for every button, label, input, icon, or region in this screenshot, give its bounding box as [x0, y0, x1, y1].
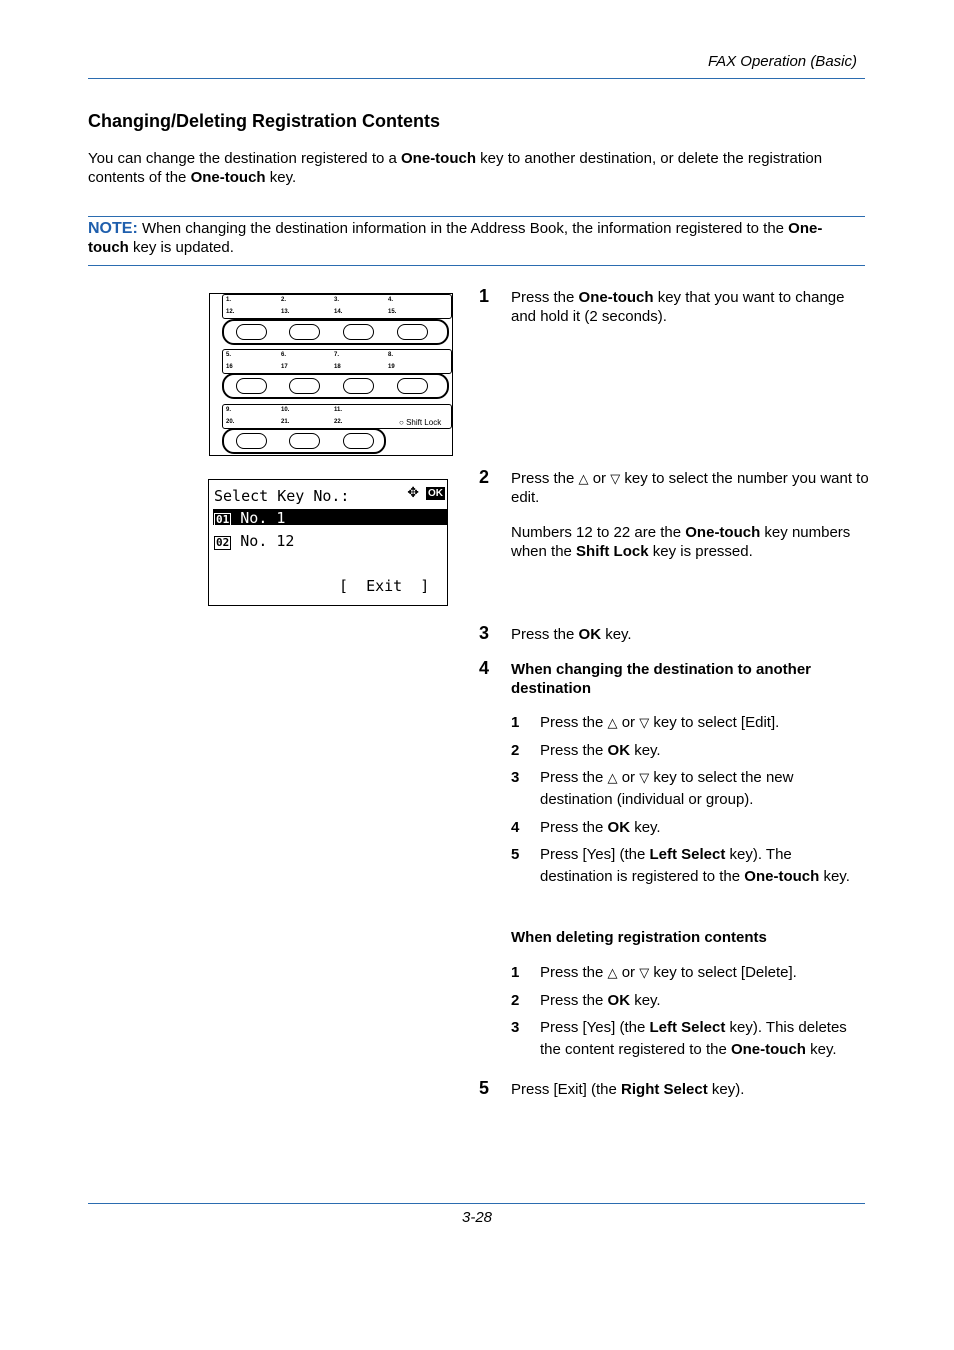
text: key.: [805, 1041, 837, 1058]
keypad-label-strip: [222, 294, 452, 319]
substep-text: [540, 844, 850, 888]
lcd-item: [214, 532, 294, 550]
text: Press the: [511, 470, 579, 487]
bold-text: One-touch: [730, 1041, 806, 1058]
text: key numbers when the: [511, 524, 851, 560]
substep-number: 3: [511, 1019, 520, 1036]
note-text: When changing the destination information in the Address Book, the information registered to the: [137, 220, 789, 237]
step-number: 4: [479, 658, 490, 678]
substep-number: 1: [511, 964, 520, 981]
text: key to select the new destination (individual or group).: [540, 769, 794, 808]
substep-number: 3: [511, 769, 520, 786]
key-number: 10.: [281, 407, 290, 413]
bold-text: One-touch: [578, 289, 654, 306]
one-touch-key-row: [222, 428, 386, 454]
running-header: FAX Operation (Basic): [708, 53, 857, 70]
substep-number: 2: [511, 992, 520, 1009]
text: key.: [819, 868, 850, 885]
step-heading: When changing the destination to another destination: [511, 661, 811, 697]
intro-text: key.: [265, 169, 297, 186]
text: Press the: [540, 742, 608, 759]
one-touch-key: [343, 433, 374, 449]
up-triangle-icon: △: [607, 770, 618, 785]
subsection-heading: When deleting registration contents: [511, 929, 767, 946]
one-touch-key: [289, 378, 320, 394]
key-number: 17: [281, 364, 288, 370]
lcd-screen-illustration: [208, 479, 448, 606]
intro-text: key to another destination, or delete the registration contents of the: [88, 150, 823, 186]
step-number: 1: [479, 286, 490, 306]
section-title: Changing/Deleting Registration Contents: [88, 111, 441, 131]
text: Press [Yes] (the: [540, 1019, 650, 1036]
text: key.: [630, 742, 661, 759]
bold-text: OK: [607, 742, 631, 759]
key-number: 8.: [388, 352, 394, 358]
step-text: [511, 288, 871, 326]
note-box: [88, 219, 858, 257]
note-text: key is updated.: [128, 239, 234, 256]
one-touch-key: [397, 378, 428, 394]
bold-text: OK: [607, 992, 631, 1009]
key-number: 16: [226, 364, 233, 370]
substep-number: 4: [511, 819, 520, 836]
one-touch-keypad-illustration: [209, 293, 453, 456]
text: key to select the number you want to edit.: [511, 470, 869, 506]
ok-icon: OK: [428, 488, 443, 499]
note-label: NOTE:: [88, 220, 138, 237]
down-triangle-icon: ▽: [639, 715, 650, 730]
lcd-item-label: No. 1: [231, 509, 286, 527]
one-touch-key-row: [222, 373, 449, 399]
key-number: 11.: [334, 407, 343, 413]
intro-paragraph: [88, 149, 868, 187]
note-bold: One-touch: [88, 220, 823, 256]
bold-text: One-touch: [685, 524, 761, 541]
key-number: 13.: [281, 309, 290, 315]
substep-text: [540, 990, 870, 1012]
substep-number: 2: [511, 742, 520, 759]
text: Press the: [540, 819, 608, 836]
step-note: [511, 523, 871, 561]
up-down-arrow-icon: ✥: [407, 485, 419, 501]
text: key to select [Edit].: [649, 714, 780, 731]
note-rule-top: [88, 216, 865, 217]
key-number: 12.: [226, 309, 235, 315]
lcd-item-number: 01: [216, 513, 230, 526]
text: Press [Exit] (the: [511, 1081, 622, 1098]
step-number: 3: [479, 623, 490, 643]
step-number: 2: [479, 467, 490, 487]
down-triangle-icon: ▽: [639, 965, 650, 980]
step-text: [511, 625, 871, 644]
down-triangle-icon: ▽: [639, 770, 650, 785]
key-number: 20.: [226, 419, 235, 425]
substep-number: 1: [511, 714, 520, 731]
header-rule: [88, 78, 865, 79]
key-number: 15.: [388, 309, 397, 315]
one-touch-key: [236, 378, 267, 394]
lcd-item-selected: [214, 509, 285, 527]
up-triangle-icon: △: [578, 471, 589, 486]
text: or: [617, 964, 640, 981]
one-touch-key: [236, 324, 267, 340]
text: Press the: [540, 964, 608, 981]
footer-rule: [88, 1203, 865, 1204]
text: Numbers 12 to 22 are the: [511, 524, 686, 541]
key-number: 1.: [226, 297, 232, 303]
keypad-label-strip: [222, 404, 452, 429]
step-text: [511, 1080, 871, 1099]
intro-bold: One-touch: [190, 169, 266, 186]
intro-bold: One-touch: [401, 150, 477, 167]
text: Press the: [511, 289, 579, 306]
lcd-title: Select Key No.:: [214, 487, 350, 505]
key-number: 6.: [281, 352, 287, 358]
bold-text: Shift Lock: [576, 543, 649, 560]
key-number: 5.: [226, 352, 232, 358]
bold-text: One-touch: [744, 868, 820, 885]
text: Press the: [540, 992, 608, 1009]
key-number: 14.: [334, 309, 343, 315]
text: or: [588, 470, 611, 487]
one-touch-key: [397, 324, 428, 340]
text: key that you want to change and hold it (2 seconds).: [511, 289, 845, 325]
key-number: 18: [334, 364, 341, 370]
text: key). This deletes the content registered to the: [540, 1019, 847, 1058]
keypad-label-strip: [222, 349, 452, 374]
key-number: 19: [388, 364, 395, 370]
substep-number: 5: [511, 846, 520, 863]
one-touch-key: [343, 324, 374, 340]
substep-text: [540, 740, 870, 762]
bold-text: OK: [607, 819, 631, 836]
one-touch-key: [343, 378, 374, 394]
page-number: 3-28: [461, 1209, 493, 1226]
note-rule-bottom: [88, 265, 865, 266]
substep-text: [540, 767, 870, 811]
key-number: 9.: [226, 407, 232, 413]
text: key.: [601, 626, 632, 643]
step-text: [511, 469, 871, 507]
text: key.: [630, 992, 661, 1009]
bold-text: Left Select: [649, 1019, 726, 1036]
key-number: 7.: [334, 352, 340, 358]
one-touch-key-row: [222, 319, 449, 345]
up-triangle-icon: △: [607, 715, 618, 730]
text: Press the: [511, 626, 579, 643]
substep-text: [540, 1017, 870, 1061]
one-touch-key: [289, 324, 320, 340]
text: Press the: [540, 769, 608, 786]
text: Press the: [540, 714, 608, 731]
bold-text: Right Select: [621, 1081, 708, 1098]
text: key). The destination is registered to the: [540, 846, 792, 885]
text: or: [617, 714, 640, 731]
text: key is pressed.: [648, 543, 753, 560]
shift-lock-text: Shift Lock: [406, 418, 442, 427]
lcd-item-label: No. 12: [231, 532, 295, 550]
bold-text: Left Select: [649, 846, 726, 863]
text: key.: [630, 819, 661, 836]
key-number: 2.: [281, 297, 287, 303]
shift-lock-label: ○ Shift Lock: [399, 418, 442, 427]
lcd-exit-softkey: [ Exit ]: [339, 577, 430, 595]
text: Press [Yes] (the: [540, 846, 650, 863]
key-number: 22.: [334, 419, 343, 425]
one-touch-key: [289, 433, 320, 449]
step-number: 5: [479, 1078, 490, 1098]
text: key).: [707, 1081, 745, 1098]
intro-text: You can change the destination registered to a: [88, 150, 402, 167]
text: or: [617, 769, 640, 786]
bold-text: OK: [578, 626, 602, 643]
substep-text: [540, 712, 870, 734]
key-number: 3.: [334, 297, 340, 303]
one-touch-key: [236, 433, 267, 449]
text: key to select [Delete].: [649, 964, 797, 981]
substep-text: [540, 962, 870, 984]
lcd-item-number: 02: [216, 536, 230, 549]
down-triangle-icon: ▽: [610, 471, 621, 486]
up-triangle-icon: △: [607, 965, 618, 980]
key-number: 21.: [281, 419, 290, 425]
key-number: 4.: [388, 297, 394, 303]
substep-text: [540, 817, 870, 839]
